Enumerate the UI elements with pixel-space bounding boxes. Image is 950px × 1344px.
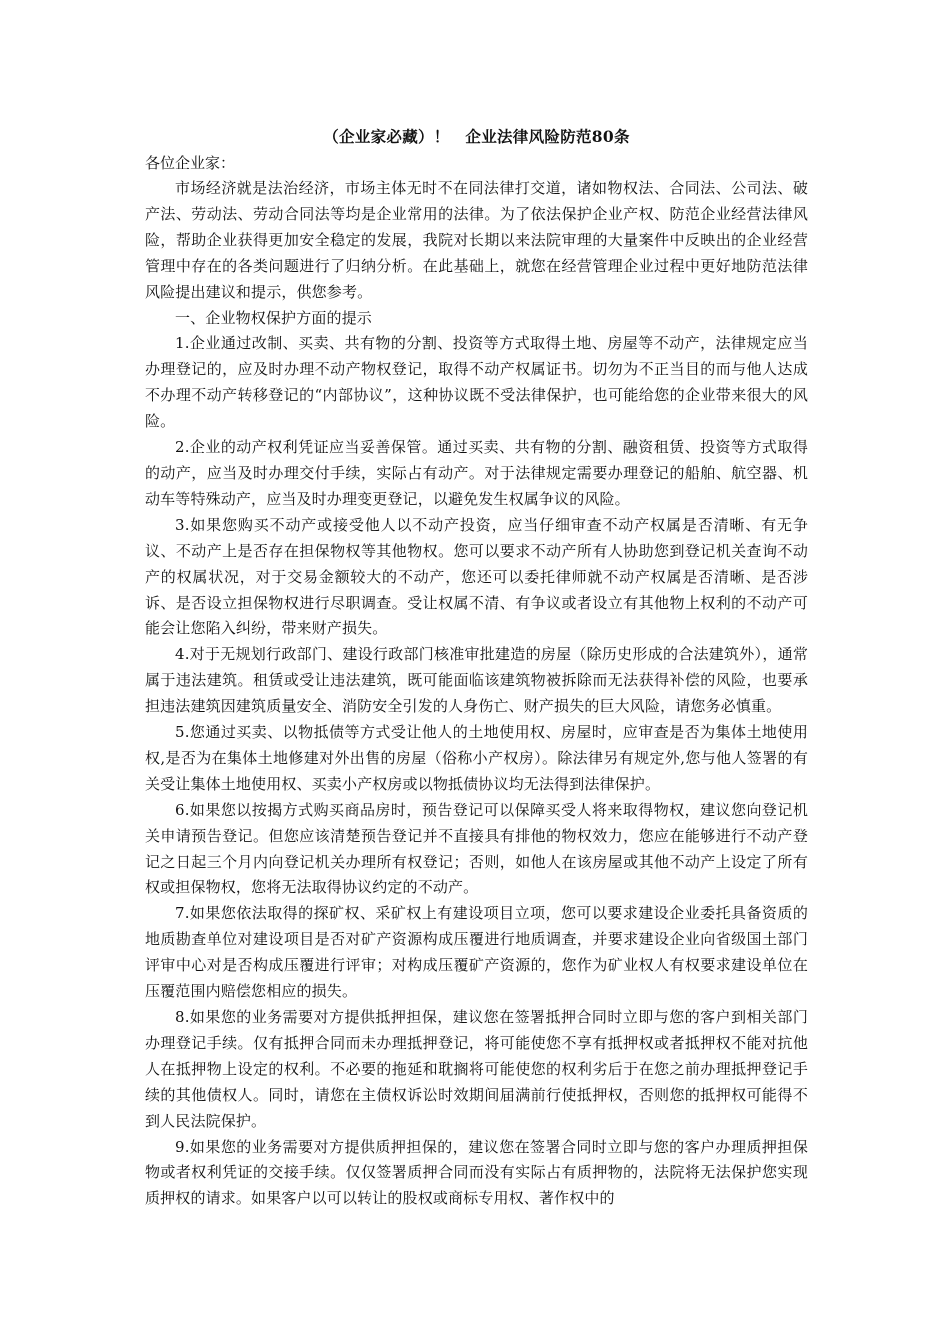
item-paragraph-9: 9.如果您的业务需要对方提供质押担保的，建议您在签署合同时立即与您的客户办理质押担保物或者权利凭证的交接手续。仅仅签署质押合同而没有实际占有质押物的，法院将无法保护您实现质押权的请求。如果客户以可以转让的股权或商标专用权、著作权中的 (145, 1137, 808, 1208)
section-heading: 一、企业物权保护方面的提示 (175, 308, 372, 327)
item-paragraph-4: 4.对于无规划行政部门、建设行政部门核准审批建造的房屋（除历史形成的合法建筑外），通常属于违法建筑。租赁或受让违法建筑，既可能面临该建筑物被拆除而无法获得补偿的风险，也要承担违法建筑因建筑质量安全、消防安全引发的人身伤亡、财产损失的巨大风险，请您务必慎重。 (145, 645, 808, 716)
intro-paragraph: 市场经济就是法治经济，市场主体无时不在同法律打交道，诸如物权法、合同法、公司法、破产法、劳动法、劳动合同法等均是企业常用的法律。为了依法保护企业产权、防范企业经营法律风险，帮助企业获得更加安全稳定的发展，我院对长期以来法院审理的大量案件中反映出的企业经营管理中存在的各类问题进行了归纳分析。在此基础上，就您在经营管理企业过程中更好地防范法律风险提出建议和提示，供您参考。 (145, 179, 808, 301)
item-paragraph-1: 1.企业通过改制、买卖、共有物的分割、投资等方式取得土地、房屋等不动产，法律规定应当办理登记的，应及时办理不动产物权登记，取得不动产权属证书。切勿为不正当目的而与他人达成不办理不动产转移登记的“内部协议”，这种协议既不受法律保护，也可能给您的企业带来很大的风险。 (145, 334, 808, 431)
salutation: 各位企业家： (145, 154, 236, 172)
item-paragraph-6: 6.如果您以按揭方式购买商品房时，预告登记可以保障买受人将来取得物权，建议您向登记机关申请预告登记。但您应该清楚预告登记并不直接具有排他的物权效力，您应在能够进行不动产登记之日起三个月内向登记机关办理所有权登记；否则，如他人在该房屋或其他不动产上设定了所有权或担保物权，您将无法取得协议约定的不动产。 (145, 800, 808, 897)
item-paragraph-2: 2.企业的动产权利凭证应当妥善保管。通过买卖、共有物的分割、融资租赁、投资等方式取得的动产，应当及时办理交付手续，实际占有动产。对于法律规定需要办理登记的船舶、航空器、机动车等特殊动产，应当及时办理变更登记，以避免发生权属争议的风险。 (145, 438, 808, 508)
item-paragraph-7: 7.如果您依法取得的探矿权、采矿权上有建设项目立项，您可以要求建设企业委托具备资质的地质勘查单位对建设项目是否对矿产资源构成压覆进行地质调查，并要求建设企业向省级国土部门评审中心对是否构成压覆进行评审；对构成压覆矿产资源的，您作为矿业权人有权要求建设单位在压覆范围内赔偿您相应的损失。 (145, 904, 808, 1001)
document-page (145, 124, 808, 1212)
item-paragraph-3: 3.如果您购买不动产或接受他人以不动产投资，应当仔细审查不动产权属是否清晰、有无争议、不动产上是否存在担保物权等其他物权。您可以要求不动产所有人协助您到登记机关查询不动产的权属状况，对于交易金额较大的不动产，您还可以委托律师就不动产权属是否清晰、是否涉诉、是否设立担保物权进行尽职调查。受让权属不清、有争议或者设立有其他物上权利的不动产可能会让您陷入纠纷，带来财产损失。 (145, 515, 808, 638)
document-title: （企业家必藏）！ 企业法律风险防范80条 (323, 127, 630, 146)
item-paragraph-8: 8.如果您的业务需要对方提供抵押担保，建议您在签署抵押合同时立即与您的客户到相关部门办理登记手续。仅有抵押合同而未办理抵押登记，将可能使您不享有抵押权或者抵押权不能对抗他人在抵押物上设定的权利。不必要的拖延和耽搁将可能使您的权利劣后于在您之前办理抵押登记手续的其他债权人。同时，请您在主债权诉讼时效期间届满前行使抵押权，否则您的抵押权可能得不到人民法院保护。 (145, 1008, 808, 1130)
item-paragraph-5: 5.您通过买卖、以物抵债等方式受让他人的土地使用权、房屋时，应审查是否为集体土地使用权,是否为在集体土地修建对外出售的房屋（俗称小产权房）。除法律另有规定外,您与他人签署的有关受让集体土地使用权、买卖小产权房或以物抵债协议均无法得到法律保护。 (145, 723, 808, 793)
